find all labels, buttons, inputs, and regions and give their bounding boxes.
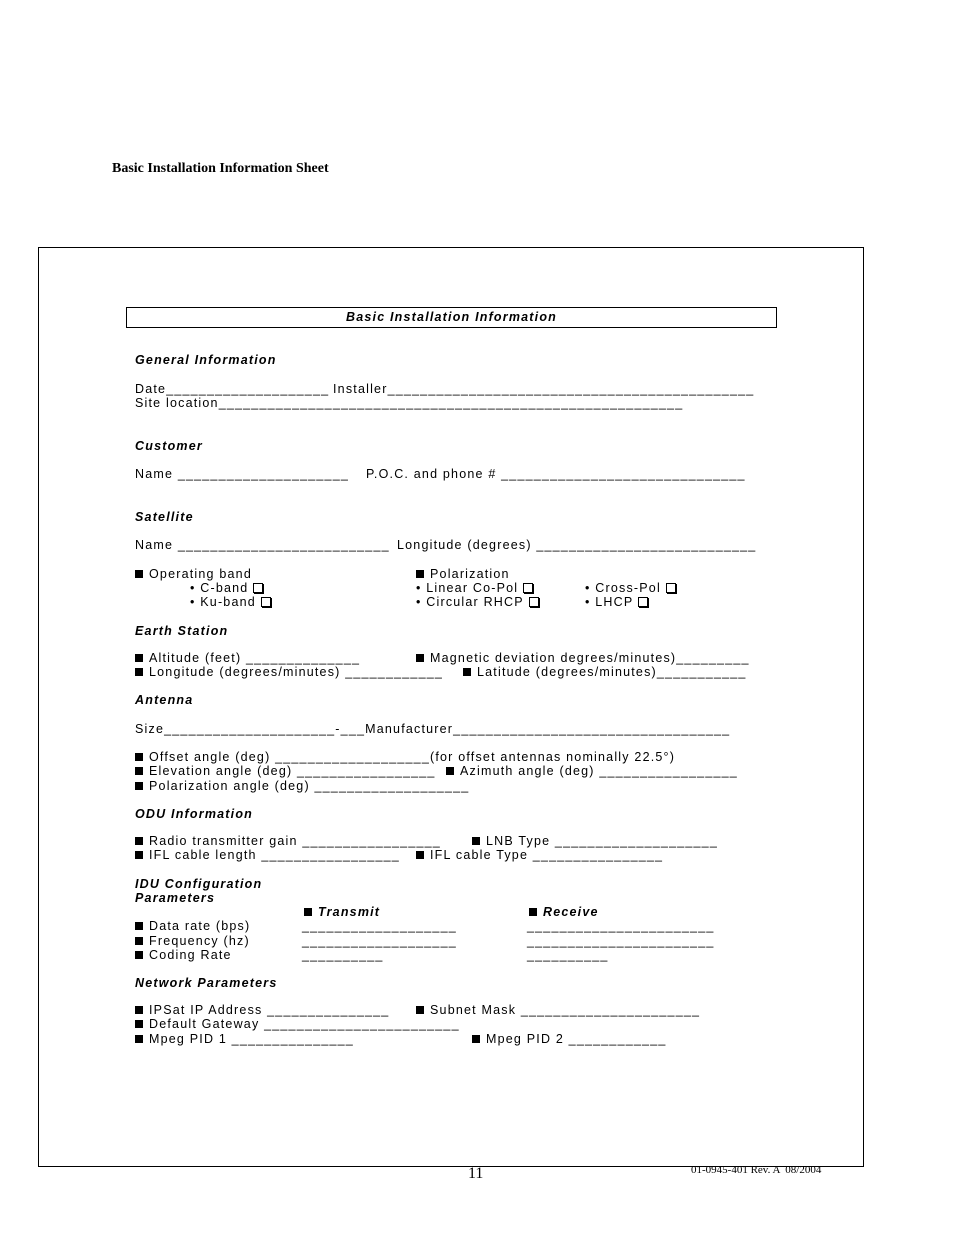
- data-rate-transmit-field[interactable]: ___________________: [302, 919, 457, 933]
- bullet-square-icon: [135, 654, 143, 662]
- frequency-label: Frequency (hz): [135, 934, 250, 948]
- frequency-transmit-field[interactable]: ___________________: [302, 934, 457, 948]
- bullet-square-icon: [135, 767, 143, 775]
- odu-heading: ODU Information: [135, 807, 253, 821]
- default-gateway-field[interactable]: Default Gateway ________________________: [135, 1017, 460, 1031]
- ku-band-option[interactable]: • Ku-band: [190, 595, 271, 609]
- circular-rhcp-option[interactable]: • Circular RHCP: [416, 595, 539, 609]
- cross-pol-option[interactable]: • Cross-Pol: [585, 581, 676, 595]
- latitude-field[interactable]: Latitude (degrees/minutes)___________: [463, 665, 747, 679]
- document-title: Basic Installation Information Sheet: [112, 161, 329, 176]
- elevation-angle-field[interactable]: Elevation angle (deg) _________________: [135, 764, 436, 778]
- customer-heading: Customer: [135, 439, 203, 453]
- bullet-square-icon: [304, 908, 312, 916]
- offset-angle-field[interactable]: Offset angle (deg) ___________________(for offset antennas nominally 22.5°): [135, 750, 675, 764]
- altitude-field[interactable]: Altitude (feet) ______________: [135, 651, 360, 665]
- antenna-heading: Antenna: [135, 693, 194, 707]
- ipsat-address-field[interactable]: IPSat IP Address _______________: [135, 1003, 389, 1017]
- network-heading: Network Parameters: [135, 976, 278, 990]
- coding-rate-transmit-field[interactable]: __________: [302, 948, 384, 962]
- radio-gain-field[interactable]: Radio transmitter gain _________________: [135, 834, 441, 848]
- bullet-square-icon: [135, 668, 143, 676]
- bullet-square-icon: [472, 1035, 480, 1043]
- general-info-heading: General Information: [135, 353, 277, 367]
- site-location-field[interactable]: Site location_________________________________________________________: [135, 396, 684, 410]
- checkbox-icon[interactable]: [666, 583, 676, 593]
- satellite-name-field[interactable]: Name __________________________: [135, 538, 390, 552]
- checkbox-icon[interactable]: [261, 597, 271, 607]
- bullet-square-icon: [135, 837, 143, 845]
- bullet-square-icon: [135, 922, 143, 930]
- poc-phone-field[interactable]: P.O.C. and phone # ______________________________: [366, 467, 746, 481]
- polarization-label: Polarization: [416, 567, 510, 581]
- bullet-square-icon: [135, 782, 143, 790]
- receive-column-header: Receive: [529, 905, 599, 919]
- linear-copol-option[interactable]: • Linear Co-Pol: [416, 581, 533, 595]
- bullet-square-icon: [135, 1006, 143, 1014]
- bullet-square-icon: [472, 837, 480, 845]
- bullet-square-icon: [446, 767, 454, 775]
- bullet-square-icon: [135, 951, 143, 959]
- ifl-length-field[interactable]: IFL cable length _________________: [135, 848, 400, 862]
- subnet-mask-field[interactable]: Subnet Mask ______________________: [416, 1003, 700, 1017]
- satellite-longitude-field[interactable]: Longitude (degrees) ___________________________: [397, 538, 757, 552]
- bullet-square-icon: [135, 937, 143, 945]
- checkbox-icon[interactable]: [523, 583, 533, 593]
- coding-rate-label: Coding Rate: [135, 948, 232, 962]
- idu-heading-line2: Parameters: [135, 891, 216, 905]
- bullet-square-icon: [463, 668, 471, 676]
- idu-heading: IDU Configuration: [135, 877, 263, 891]
- bullet-square-icon: [135, 1020, 143, 1028]
- bullet-square-icon: [529, 908, 537, 916]
- ifl-type-field[interactable]: IFL cable Type ________________: [416, 848, 663, 862]
- operating-band-label: Operating band: [135, 567, 252, 581]
- frequency-receive-field[interactable]: _______________________: [527, 934, 715, 948]
- lnb-type-field[interactable]: LNB Type ____________________: [472, 834, 718, 848]
- c-band-option[interactable]: • C-band: [190, 581, 263, 595]
- date-field[interactable]: Date____________________: [135, 382, 330, 396]
- bullet-square-icon: [416, 654, 424, 662]
- revision-note: 01-0945-401 Rev. A 08/2004: [691, 1164, 822, 1176]
- checkbox-icon[interactable]: [529, 597, 539, 607]
- coding-rate-receive-field[interactable]: __________: [527, 948, 609, 962]
- earth-longitude-field[interactable]: Longitude (degrees/minutes) ____________: [135, 665, 443, 679]
- lhcp-option[interactable]: • LHCP: [585, 595, 648, 609]
- antenna-size-manufacturer-field[interactable]: Size_____________________-___Manufacturer__________________________________: [135, 722, 731, 736]
- transmit-column-header: Transmit: [304, 905, 380, 919]
- azimuth-angle-field[interactable]: Azimuth angle (deg) _________________: [446, 764, 738, 778]
- polarization-angle-field[interactable]: Polarization angle (deg) ___________________: [135, 779, 469, 793]
- data-rate-label: Data rate (bps): [135, 919, 250, 933]
- bullet-square-icon: [135, 570, 143, 578]
- data-rate-receive-field[interactable]: _______________________: [527, 919, 715, 933]
- checkbox-icon[interactable]: [638, 597, 648, 607]
- bullet-square-icon: [416, 1006, 424, 1014]
- bullet-square-icon: [135, 1035, 143, 1043]
- bullet-square-icon: [416, 570, 424, 578]
- bullet-square-icon: [416, 851, 424, 859]
- form-banner: Basic Installation Information: [126, 307, 777, 328]
- mpeg-pid1-field[interactable]: Mpeg PID 1 _______________: [135, 1032, 354, 1046]
- customer-name-field[interactable]: Name _____________________: [135, 467, 350, 481]
- installer-field[interactable]: Installer_____________________________________________: [333, 382, 755, 396]
- mpeg-pid2-field[interactable]: Mpeg PID 2 ____________: [472, 1032, 667, 1046]
- bullet-square-icon: [135, 851, 143, 859]
- bullet-square-icon: [135, 753, 143, 761]
- magnetic-deviation-field[interactable]: Magnetic deviation degrees/minutes)_________: [416, 651, 750, 665]
- satellite-heading: Satellite: [135, 510, 194, 524]
- checkbox-icon[interactable]: [253, 583, 263, 593]
- page-number: 11: [468, 1165, 484, 1182]
- earth-station-heading: Earth Station: [135, 624, 229, 638]
